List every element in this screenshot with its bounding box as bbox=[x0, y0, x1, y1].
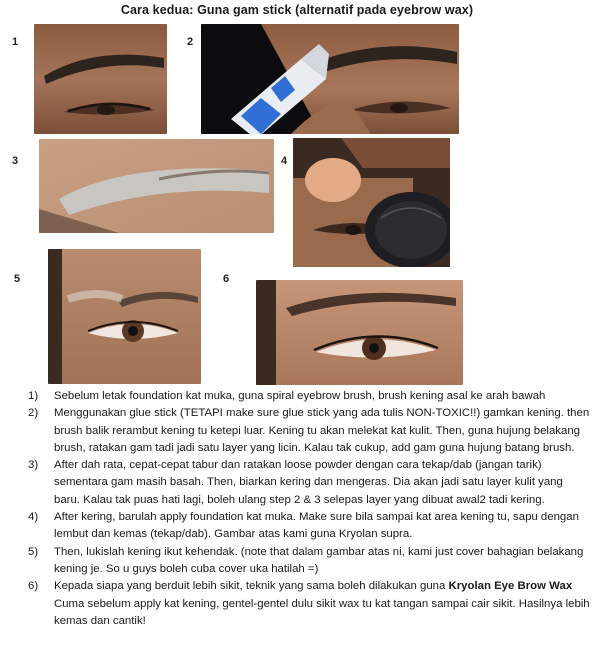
photo-number-5: 5 bbox=[14, 273, 21, 285]
step-text: Sebelum letak foundation kat muka, guna spiral eyebrow brush, brush kening asal ke arah bawah bbox=[54, 390, 546, 402]
instruction-step-2 bbox=[28, 405, 590, 457]
photo-5-drawn-brow bbox=[48, 249, 201, 384]
photo-3-powdered-brow bbox=[39, 139, 274, 233]
step-number: 2) bbox=[28, 407, 39, 420]
instruction-step-3 bbox=[28, 457, 590, 509]
step-text: Menggunakan glue stick (TETAPI make sure glue stick yang ada tulis NON-TOXIC!!) gamkan kening. then brush balik rerambut kening tu ketepi luar. Kening tu akan melekat kat kulit. Then, guna hujung belakang brush, ratakan gam tadi jadi satu layer yang licin. Kalau tak cukup, add gam guna hujung batang brush. bbox=[54, 407, 590, 454]
final-photo-image bbox=[256, 280, 463, 385]
photo-2-applying-glue-stick bbox=[201, 24, 459, 134]
step-text: After kering, barulah apply foundation kat muka. Make sure bila sampai kat area kening tu, sapu dengan lembut dan kemas (tekap/dab). Gambar atas kami guna Kryolan supra. bbox=[54, 511, 579, 541]
photo-4-applying-foundation bbox=[293, 138, 450, 267]
instruction-step-6 bbox=[28, 578, 590, 630]
eye-photo-image bbox=[34, 24, 167, 134]
instruction-step-4 bbox=[28, 509, 590, 544]
foundation-photo-image bbox=[293, 138, 450, 267]
step-number: 6) bbox=[28, 580, 39, 593]
step-number: 3) bbox=[28, 459, 39, 472]
page-title: Cara kedua: Guna gam stick (alternatif pada eyebrow wax) bbox=[120, 3, 474, 17]
photo-number-3: 3 bbox=[12, 155, 19, 167]
instruction-list bbox=[28, 388, 590, 630]
instruction-step-5 bbox=[28, 544, 590, 579]
step-number: 5) bbox=[28, 545, 39, 558]
step-text: Then, lukislah kening ikut kehendak. (note that dalam gambar atas ni, kami just cover bahagian belakang kening je. So u guys boleh cuba cover uka hatilah =) bbox=[54, 545, 584, 575]
photo-number-1: 1 bbox=[12, 36, 19, 48]
drawn-brow-photo-image bbox=[48, 249, 201, 384]
step-number: 4) bbox=[28, 511, 39, 524]
step-number: 1) bbox=[28, 390, 39, 402]
product-name: Kryolan Eye Brow Wax bbox=[448, 580, 573, 593]
photo-number-4: 4 bbox=[281, 155, 288, 167]
photo-number-6: 6 bbox=[223, 273, 230, 285]
glue-photo-image bbox=[201, 24, 459, 134]
photo-1-eyebrow-original bbox=[34, 24, 167, 134]
step-text-before: Kepada siapa yang berduit lebih sikit, teknik yang sama boleh dilakukan guna bbox=[54, 580, 449, 593]
instruction-step-1 bbox=[28, 388, 590, 405]
photo-number-2: 2 bbox=[187, 36, 194, 48]
powder-photo-image bbox=[39, 139, 274, 233]
photo-6-final-result bbox=[256, 280, 463, 385]
step-text: After dah rata, cepat-cepat tabur dan ratakan loose powder dengan cara tekap/dab (jangan tarik) sementara gam masih basah. Then, biarkan kering dan mengeras. Dia akan jadi satu layer kulit yang baru. Kalau tak puas hati lagi, boleh ulang step 2 & 3 selepas layer yang dibuat awal2 tadi kering. bbox=[54, 459, 563, 506]
step-text-after: Cuma sebelum apply kat kening, gentel-gentel dulu sikit wax tu kat tangan sampai cair sikit. Hasilnya lebih kemas dan cantik! bbox=[54, 597, 590, 627]
